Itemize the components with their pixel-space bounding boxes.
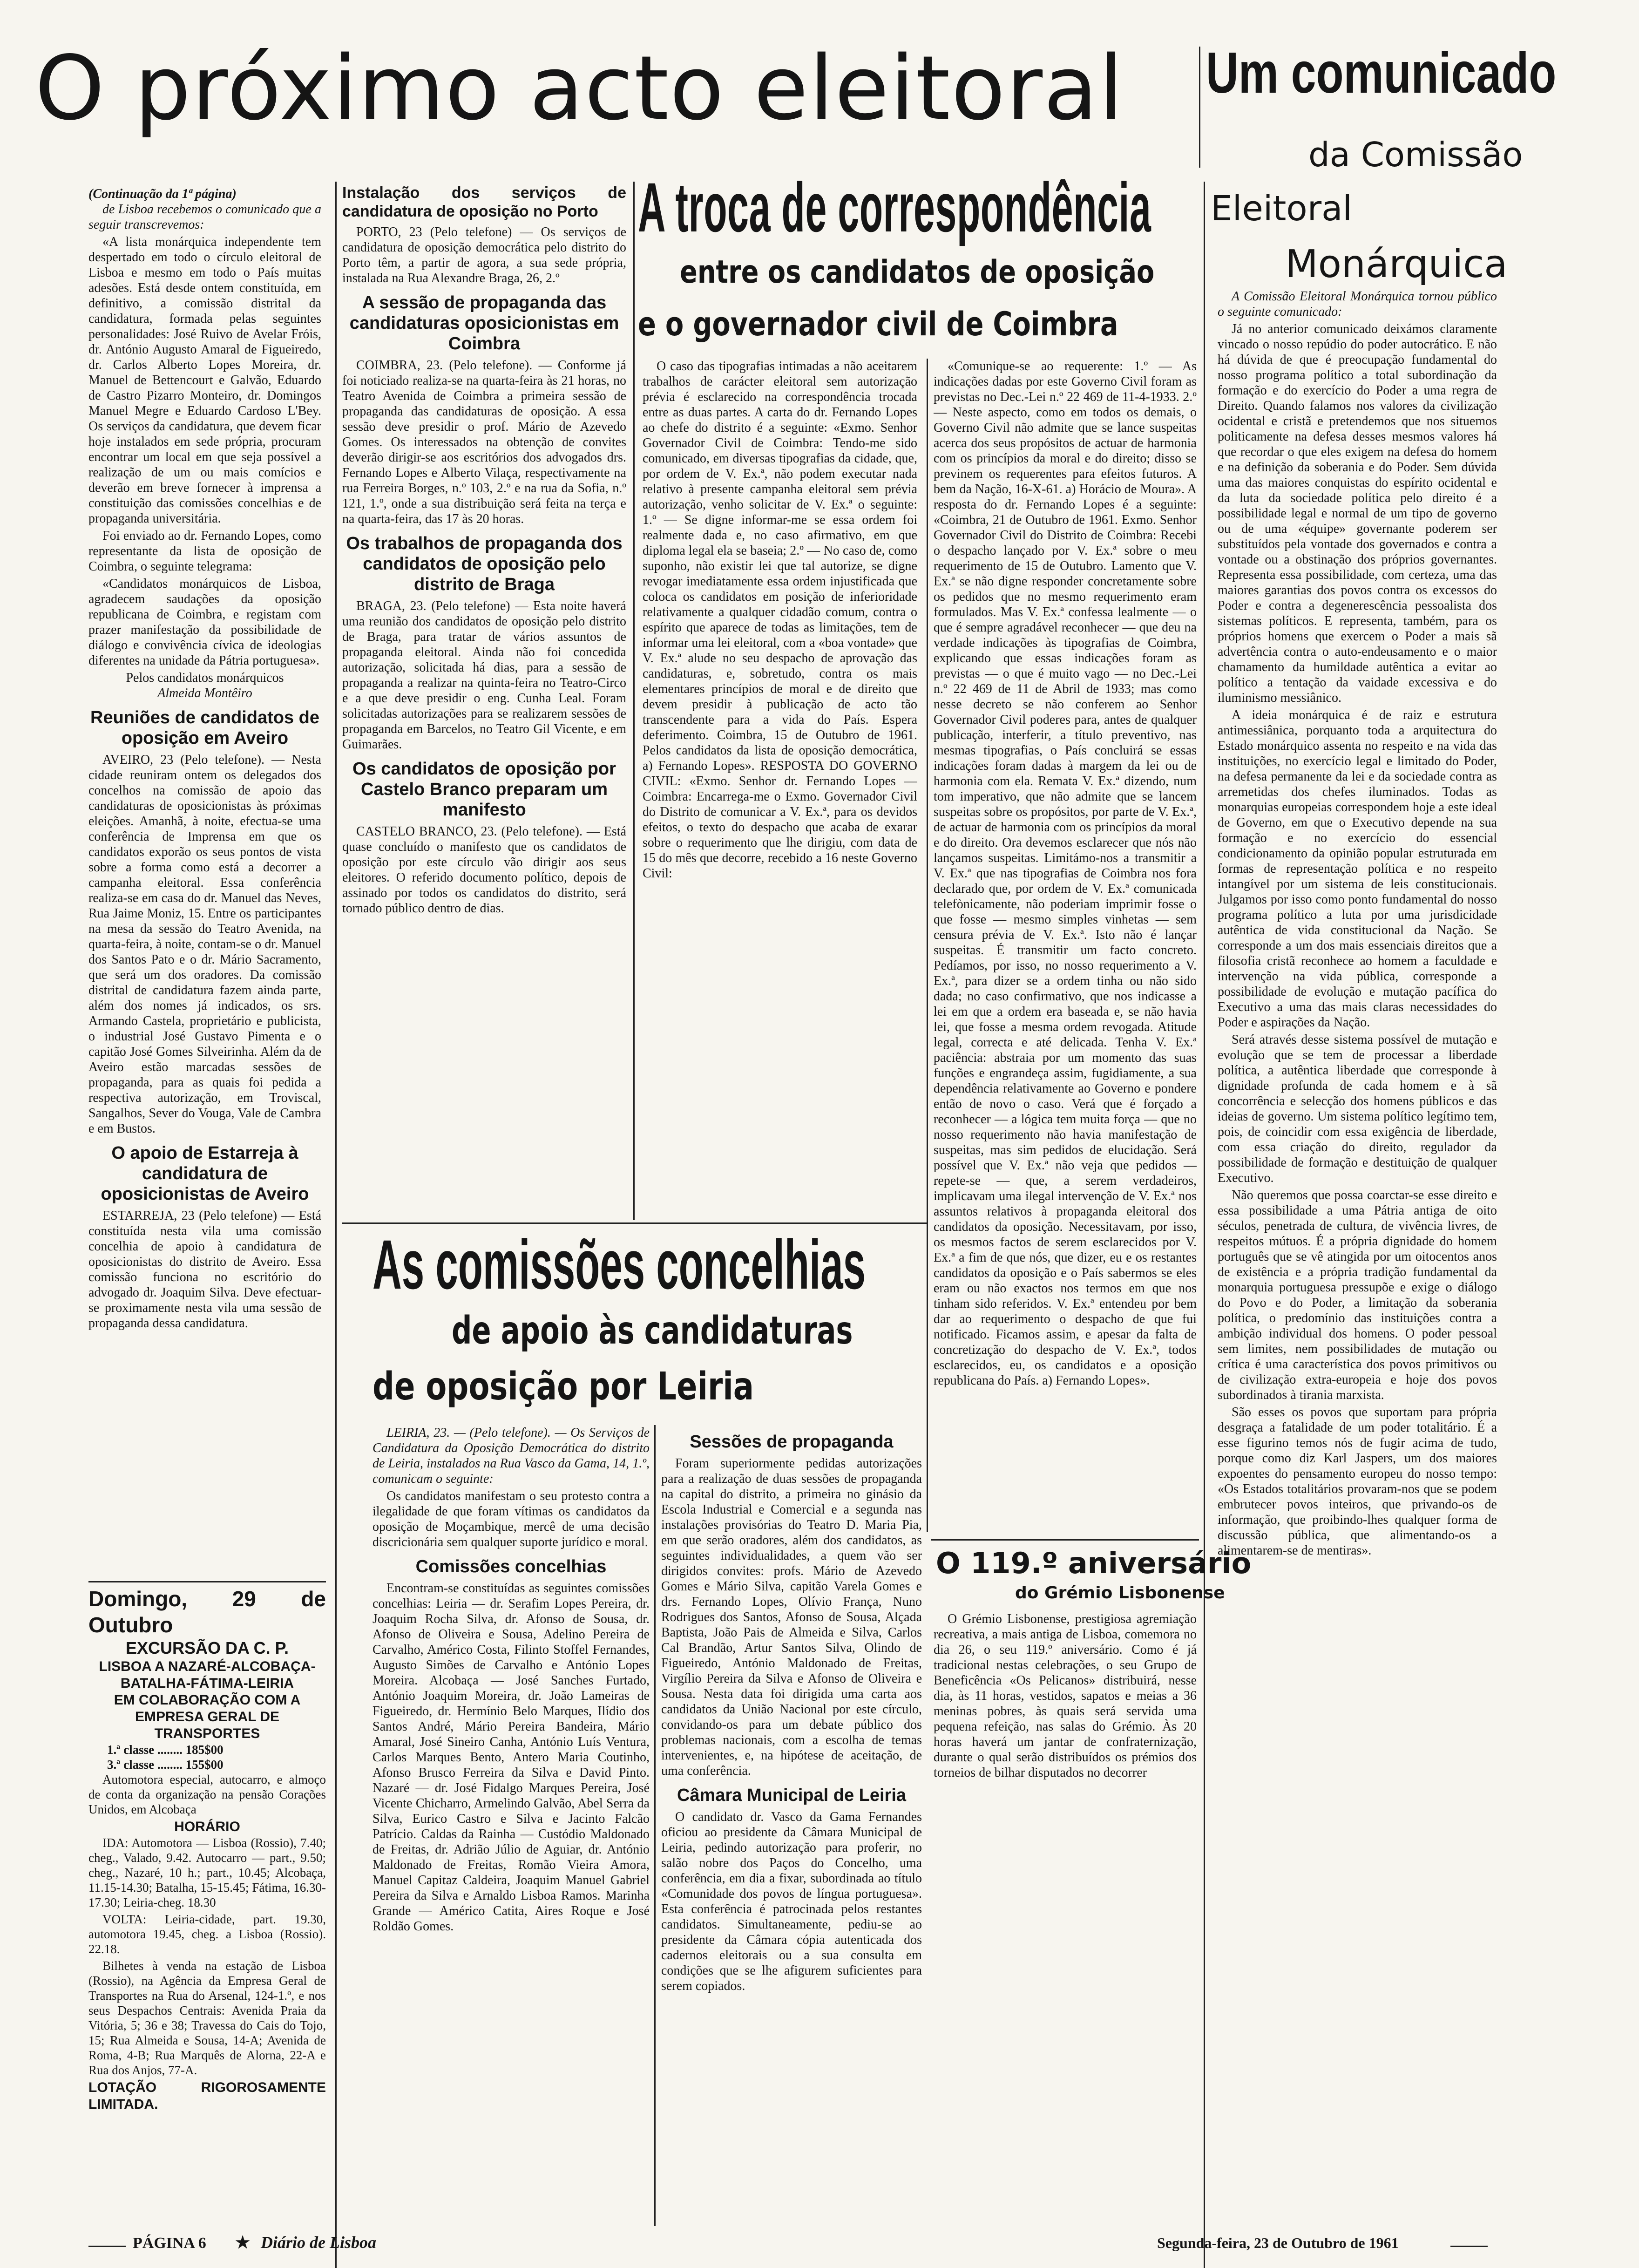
aveiro-text: AVEIRO, 23 (Pelo telefone). — Nesta cidade reuniram ontem os delegados dos concelhos na comissão de apoio das candidaturas de oposicionistas às próximas eleições. Amanhã, à noite, efectua-se uma conferência de Imprensa em que os candidatos exporão os seus pontos de vista sobre a forma como está a decorrer a campanha eleitoral. Essa conferência realiza-se em casa do dr. Manuel das Neves, Rua Jaime Moniz, 15. Entre os participantes na mesa da sessão do Teatro Avenida, na quarta-feira, à noite, contam-se o dr. Manuel dos Santos Pato e o dr. Mário Sacramento, que será um dos oradores. Da comissão distrital de candidatura fazem ainda parte, além dos nomes já indicados, os srs. Armando Castela, proprietário e publicista, o industrial José Gustavo Pimenta e o capitão José Gomes Silveirinha. Além da de Aveiro estão marcadas sessões de propaganda, para as quais foi pedida a respectiva autorização, em Troviscal, Sangalhos, Sever do Vouga, Vale de Cambra e em Bustos. bbox=[88, 753, 321, 1136]
ad-class-2: 3.ª classe ........ 155$00 bbox=[107, 1758, 224, 1772]
leiria-headline-line3: de oposição por Leiria bbox=[372, 1365, 754, 1409]
ad-limited: LOTAÇÃO RIGOROSAMENTE LIMITADA. bbox=[88, 2080, 326, 2112]
column-divider-3 bbox=[927, 359, 928, 1532]
castelo-branco-text: CASTELO BRANCO, 23. (Pelo telefone). — Está quase concluído o manifesto que os candidatos de oposição por este círculo vão dirigir aos seus eleitores. O referido documento político, depois de assinado por todos os candidatos do distrito, será tornado público dentro de dias. bbox=[342, 824, 626, 916]
ad-collab: EM COLABORAÇÃO COM A EMPRESA GERAL DE TRANSPORTES bbox=[114, 1692, 301, 1741]
monarchic-intro: de Lisboa recebemos o comunicado que a seguir transcrevemos: bbox=[88, 202, 321, 232]
coimbra-text: COIMBRA, 23. (Pelo telefone). — Conforme já foi noticiado realiza-se na quarta-feira às 21 horas, no Teatro Avenida de Coimbra a primeira sessão de propaganda das candidaturas de oposição. A essa sessão deve presidir o prof. Mário de Azevedo Gomes. Os interessados na obtenção de convites deverão dirigir-se aos escritórios dos advogados drs. Fernando Lopes e Alberto Vilaça, respectivamente na rua Ferreira Borges, n.º 103, 2.º e na rua da Sofia, n.º 121, 1.º, onde a sua distribuição será feita na terça e na quarta-feira, das 17 às 20 horas. bbox=[342, 358, 626, 526]
signature-name: Almeida Montêiro bbox=[157, 686, 252, 700]
communique-text-4: Não queremos que possa coarctar-se esse direito e essa possibilidade a uma Pátria antiga de oito séculos, penetrada de cultura, de vivência livres, de respeitos mútuos. É a própria dignidade do homem português que se vê atingida por um oitocentos anos de existência e a própria tradição fundamental da monarquia portuguesa pressupõe e exige o diálogo do Povo e do Poder, a limitação da soberania política, o predomínio das instituições contra a ambição individual dos homens. O poder pessoal sem limites, nem possibilidades de mutação ou crítica é uma característica dos povos primitivos ou de civilização extra-europeia e hoje dos povos subordinados à tirania marxista. bbox=[1218, 1188, 1497, 1402]
leiria-top-rule bbox=[342, 1222, 927, 1224]
ad-date: Domingo, 29 de Outubro bbox=[88, 1587, 326, 1637]
side-headline-line4: Monárquica bbox=[1285, 242, 1508, 286]
monarchic-text: «A lista monárquica independente tem despertado em todo o círculo eleitoral de Lisboa e mesmo em todo o País muitas adesões. Está desde ontem constituída, em definitivo, a comissão distrital da candidatura, formada pelas seguintes personalidades: José Ruivo de Avelar Fróis, dr. António Augusto Amaral de Figueiredo, dr. Carlos Alberto Lopes Moreira, dr. Manuel de Bettencourt e Galvão, Eduardo de Castro Pizarro Monteiro, dr. Domingos Manuel Megre e Eduardo Cardoso L'Bey. Os serviços da candidatura, que devem ficar hoje instalados em sede própria, procuram encontrar um local em que seja possível a realização de um ou mais comícios e deverão em breve fornecer à imprensa a constituição das comissões concelhias e de propaganda universitária. bbox=[88, 235, 321, 526]
braga-text: BRAGA, 23. (Pelo telefone) — Esta noite haverá uma reunião dos candidatos de oposição pelo distrito de Braga, para tratar de vários assuntos de propaganda eleitoral. Ainda não foi concedida autorização, solicitada há dias, para a sessão de propaganda a realizar na quinta-feira no Teatro-Circo e a que deve presidir o eng. Cunha Leal. Foram solicitadas autorizações para se realizarem sessões de propaganda em Barcelos, no Teatro Gil Vicente, e em Guimarães. bbox=[342, 599, 626, 752]
footer-left-dash bbox=[88, 2246, 126, 2247]
gremio-text: O Grémio Lisbonense, prestigiosa agremiação recreativa, a mais antiga de Lisboa, comemora no dia 26, o seu 119.º aniversário. Como é já tradicional nestas celebrações, o seu Grupo de Beneficência «Os Pelicanos» distribuirá, nesse dia, às 11 horas, vestidos, sapatos e meias a 36 meninas pobres, às quais será servida uma pequena refeição, nas salas do Grémio. Às 20 horas haverá um jantar de confraternização, durante o qual serão distribuídos os prémios dos torneios de bilhar disputados no decorrer bbox=[934, 1612, 1197, 1780]
signature-line: Pelos candidatos monárquicos bbox=[126, 671, 284, 685]
side-headline-line3: Eleitoral bbox=[1211, 189, 1353, 229]
center-headline-line1: A troca de correspondência bbox=[638, 168, 1151, 246]
coimbra-heading: A sessão de propaganda das candidaturas oposicionistas em Coimbra bbox=[349, 293, 619, 353]
aveiro-heading: Reuniões de candidatos de oposição em Aveiro bbox=[90, 708, 319, 748]
column-1 bbox=[88, 186, 321, 1583]
column-2 bbox=[342, 182, 626, 1220]
comissoes-heading: Comissões concelhias bbox=[415, 1557, 607, 1576]
main-headline: O próximo acto eleitoral bbox=[35, 37, 1124, 140]
sessoes-heading: Sessões de propaganda bbox=[690, 1432, 894, 1452]
porto-heading: Instalação dos serviços de candidatura de oposição no Porto bbox=[342, 184, 626, 220]
communique-text-3: Será através desse sistema possível de mutação e evolução que se tem de processar a liberdade política, a autêntica liberdade que corresponde à dignidade profunda de cada homem e à sã concorrência e selecção dos homens públicos e das ideias de governo. Um sistema político legítimo tem, pois, de coincidir com essa exigência de liberdade, com essa criação do direito, regulador da possibilidade de formação e destituição de qualquer Executivo. bbox=[1218, 1032, 1497, 1185]
communique-intro: A Comissão Eleitoral Monárquica tornou público o seguinte comunicado: bbox=[1218, 289, 1497, 319]
column-6 bbox=[1218, 289, 1497, 2226]
ad-tickets: Bilhetes à venda na estação de Lisboa (Rossio), na Agência da Empresa Geral de Transportes na Rua do Arsenal, 124-1.º, e nos seus Despachos Centrais: Avenida Praia da Vitória, 5; 36 e 38; Travessa do Cais do Tojo, 15; Rua Almeida e Sousa, 14-A; Avenida de Roma, 4-B; Rua Marquês de Alorna, 22-A e Rua dos Anjos, 77-A. bbox=[88, 1959, 326, 2077]
estarreja-heading: O apoio de Estarreja à candidatura de oposicionistas de Aveiro bbox=[101, 1143, 309, 1204]
side-headline-line2: da Comissão bbox=[1308, 135, 1523, 174]
footer-right-dash bbox=[1450, 2246, 1488, 2247]
leiria-column-a bbox=[372, 1425, 650, 2226]
ad-schedule-title: HORÁRIO bbox=[174, 1819, 240, 1834]
sessoes-text: Foram superiormente pedidas autorizações para a realização de duas sessões de propaganda na capital do distrito, a primeira no ginásio da Escola Industrial e Comercial e a segunda nas instalações provisórias do Teatro D. Maria Pia, em que serão oradores, além dos candidatos, as seguintes individualidades, a quem vão ser dirigidos convites: profs. Mário de Azevedo Gomes e Mário Silva, capitão Varela Gomes e drs. Fernando Lopes, Olívio França, Nuno Rodrigues dos Santos, Afonso de Sousa, Alçada Baptista, João Pais de Almeida e Silva, Carlos Cal Brandão, Artur Santos Silva, Olindo de Figueiredo, António Maldonado de Freitas, Virgílio Pereira da Silva e Afonso de Oliveira e Sousa. Nesta data foi dirigida uma carta aos candidatos da União Nacional por este círculo, convidando-os para um debate público dos problemas nacionais, com a escolha de temas intervenientes, e, na hipótese de aceitação, de uma conferência. bbox=[661, 1456, 922, 1778]
continuation-note: (Continuação da 1ª página) bbox=[88, 187, 237, 201]
ad-ida: IDA: Automotora — Lisboa (Rossio), 7.40; cheg., Valado, 9.42. Autocarro — part., 9.50; cheg., Nazaré, 10 h.; part., 10.45; Alcobaça, 11.15-14.30; Batalha, 15-15.45; Fátima, 16.30-17.30; Leiria-cheg. 18.30 bbox=[88, 1836, 326, 1909]
comissoes-text: Encontram-se constituídas as seguintes comissões concelhias: Leiria — dr. Serafim Lopes Pereira, dr. Joaquim Rocha Silva, dr. Afonso de Sousa, dr. Afonso de Oliveira e Sousa, Adelino Pereira de Carvalho, Américo Costa, Filinto Stoffel Fernandes, Augusto Simões de Carvalho e António Lopes Moreira. Alcobaça — José Sanches Furtado, António Joaquim Moreira, dr. João Lameiras de Figueiredo, dr. Hermínio Belo Marques, Ilídio dos Santos André, Mário Pereira Bandeira, Mário Amaral, José Sineiro Canha, António Luís Ventura, Carlos Marques Bento, Antero Maria Coutinho, Afonso Brusco Ferreira da Silva e David Pinto. Nazaré — dr. José Fidalgo Marques Pereira, José Vicente Chicharro, Armelindo Galvão, Abel Serra da Silva, Eurico Castro e Silva e Jacinto Falcão Patrício. Caldas da Rainha — Custódio Maldonado de Freitas, dr. Adrião Júlio de Aguiar, dr. António Maldonado de Freitas, Romão Vieira Amora, Manuel Capitaz Caldeira, Joaquim Manuel Gabriel Pereira da Silva e Arnaldo Lisboa Ramos. Marinha Grande — Américo Catita, Aires Roque e José Roldão Gomes. bbox=[372, 1581, 650, 1934]
ad-title: EXCURSÃO DA C. P. bbox=[125, 1638, 289, 1657]
gremio-top-rule bbox=[931, 1539, 1199, 1541]
column-divider-4 bbox=[1204, 182, 1205, 2268]
ad-route: LISBOA A NAZARÉ-ALCOBAÇA-BATALHA-FÁTIMA-LEIRIA bbox=[99, 1659, 316, 1691]
monarchic-telegram: «Candidatos monárquicos de Lisboa, agradecem saudações da oposição republicana de Coimbra, e registam com prazer manifestação da possibilidade de diálogo e convivência cívica de ideologias diferentes na unidade da Pátria portuguesa». bbox=[88, 577, 321, 668]
leiria-lede: LEIRIA, 23. — (Pelo telefone). — Os Serviços de Candidatura da Oposição Democrática do distrito de Leiria, instalados na Rua Vasco da Gama, 14, 1.º, comunicam o seguinte: bbox=[372, 1426, 650, 1486]
porto-text: PORTO, 23 (Pelo telefone) — Os serviços de candidatura de oposição democrática pelo distrito do Porto têm, a partir de agora, a sua sede própria, instalada na Rua Alexandre Braga, 26, 2.º bbox=[342, 225, 626, 285]
column-3 bbox=[643, 359, 917, 1220]
leiria-headline-line2: de apoio às candidaturas bbox=[452, 1309, 853, 1353]
ad-top-rule bbox=[88, 1581, 326, 1582]
column-divider-2 bbox=[633, 182, 635, 1220]
monarchic-text-2: Foi enviado ao dr. Fernando Lopes, como representante da lista de oposição de Coimbra, o seguinte telegrama: bbox=[88, 529, 321, 574]
communique-text-5: São esses os povos que suportam para própria desgraça a fatalidade de um poder totalitário. É a esse figurino temos nós de fugir acima de tudo, porque como diz Karl Jaspers, um dos maiores expoentes do pensamento europeu do nosso tempo: «Os Estados totalitários provaram-nos que se podem embrutecer povos inteiros, que privando-os de informação, que proibindo-lhes qualquer forma de discussão pública, que alimentando-os a alimentarem-se de mentiras». bbox=[1218, 1405, 1497, 1558]
footer-star: ★ bbox=[235, 2233, 251, 2252]
footer-page: PÁGINA 6 bbox=[133, 2234, 206, 2252]
leiria-headline-line1: As comissões concelhias bbox=[372, 1225, 866, 1304]
leiria-divider bbox=[654, 1425, 656, 2226]
side-divider bbox=[1199, 47, 1200, 168]
excursion-ad bbox=[88, 1586, 326, 2228]
side-headline-line1: Um comunicado bbox=[1206, 41, 1557, 105]
column-divider-1 bbox=[335, 182, 337, 2268]
gremio-article bbox=[934, 1611, 1197, 2226]
estarreja-text: ESTARREJA, 23 (Pelo telefone) — Está constituída nesta vila uma comissão concelhia de apoio à candidatura de oposicionistas do distrito de Aveiro. Essa comissão funciona no escritório do advogado dr. Joaquim Silva. Deve efectuar-se proximamente nesta vila uma sessão de propaganda dessa candidatura. bbox=[88, 1209, 321, 1331]
leiria-protest: Os candidatos manifestam o seu protesto contra a ilegalidade de que foram vítimas os candidatos da oposição de Moçambique, mercê de uma decisão discricionária sem qualquer suporte jurídico e moral. bbox=[372, 1489, 650, 1549]
footer-paper-name: Diário de Lisboa bbox=[261, 2233, 376, 2252]
column-4 bbox=[934, 359, 1197, 1532]
communique-text-2: A ideia monárquica é de raiz e estrutura antimessiânica, porquanto toda a arquitectura do Estado monárquico assenta no respeito e na vida das instituições, no exercício legal e limitado do Poder, na defesa permanente da lei e da sociedade contra as arremetidas dos chefes iluminados. Todas as monarquias europeias correspondem hoje a este ideal de Governo, em que o Executivo depende na sua formação e no exercício do essencial condicionamento da opinião popular estruturada em formas de representação política e no respeito intangível por um sistema de leis constitucionais. Julgamos por isso como ponto fundamental do nosso programa político a luta por uma jurisdicidade autêntica de vida constitucional da Nação. Se corresponde a um dos mais essenciais direitos que a filosofia cristã reconhece ao homem a faculdade e intervenção na vida pública, corresponde a possibilidade de evolução e mutação pacífica do Executivo a uma das mais claras necessidades do Poder e aspirações da Nação. bbox=[1218, 708, 1497, 1030]
ad-description: Automotora especial, autocarro, e almoço de conta da organização na pensão Corações Unidos, em Alcobaça bbox=[88, 1772, 326, 1816]
camara-text: O candidato dr. Vasco da Gama Fernandes oficiou ao presidente da Câmara Municipal de Leiria, pedindo autorização para proferir, no salão nobre dos Paços do Concelho, uma conferência, em dia a fixar, subordinada ao título «Comunidade dos povos de língua portuguesa». Esta conferência é patrocinada pelos restantes candidatos. Simultaneamente, pediu-se ao presidente da Câmara cópia autenticada dos cadernos eleitorais ou a sua consulta em condições que se lhe afigurem suficientes para serem copiados. bbox=[661, 1810, 922, 1993]
gremio-heading-2: do Grémio Lisbonense bbox=[1015, 1583, 1225, 1603]
leiria-column-b bbox=[661, 1425, 922, 2226]
braga-heading: Os trabalhos de propaganda dos candidatos de oposição pelo distrito de Braga bbox=[346, 534, 623, 594]
governor-reply-text: «Comunique-se ao requerente: 1.º — As indicações dadas por este Governo Civil foram as previstas no Dec.-Lei n.º 22 469 de 11-4-1933. 2.º — Neste aspecto, como em todos os demais, o Governo Civil não admite que se lance suspeitas acerca dos seus propósitos de actuar de harmonia com os princípios da moral e do direito; disso se previnem os requerentes para efeitos futuros. A bem da Nação, 16-X-61. a) Horácio de Moura». A resposta do dr. Fernando Lopes é a seguinte: «Coimbra, 21 de Outubro de 1961. Exmo. Senhor Governador Civil do Distrito de Coimbra: Recebi o despacho lançado por V. Ex.ª sobre o meu requerimento de 15 de Outubro. Lamento que V. Ex.ª se não digne responder concretamente sobre os pedidos que no mesmo requerimento eram formulados. Mas V. Ex.ª confessa lealmente — o que é sempre agradável reconhecer — que deu na verdade indicações às tipografias de Coimbra, explicando que essas indicações foram as previstas — o que é muito vago — no Dec.-Lei n.º 22 469 de 11 de Abril de 1933; mas como nesse decreto se não conferem ao Senhor Governador Civil poderes para, antes de qualquer publicação, interferir, a título preventivo, nas mesmas tipografias, o País concluirá se essas indicações foram dadas à margem da lei ou de harmonia com ela. Remata V. Ex.ª dizendo, num tom imperativo, que não admite que se lancem suspeitas sobre os propósitos, por parte de V. Ex.ª, de actuar de harmonia com os princípios da moral e do direito. Ora devemos esclarecer que nós não lançamos suspeitas. Limitámo-nos a transmitir a V. Ex.ª que nas tipografias de Coimbra nos fora declarado que, por ordem de V. Ex.ª comunicada telefònicamente, não poderiam imprimir fosse o que fosse — mesmo simples vinhetas — sem censura prévia de V. Ex.ª. Isto não é lançar suspeitas. É transmitir um facto concreto. Pedíamos, por isso, no nosso requerimento a V. Ex.ª, para dizer se a ordem tinha ou não sido dada; no caso confirmativo, que nos indicasse a lei em que a ordem era baseada e, se não havia lei, que fosse a mesma ordem revogada. Atitude legal, correcta e até delicada. Tenha V. Ex.ª paciência: abstraia por um momento das suas funções e engrandeça assim, fugidiamente, a sua dependência relativamente ao Governo e pondere então de novo o caso. Verá que é forçado a reconhecer — a lógica tem muita força — que no nosso requerimento não havia manifestação de suspeitas, mas sim pedidos de elucidação. Será possível que V. Ex.ª não veja que pedidos — repete-se — que, a serem verdadeiros, implicavam uma ilegal intervenção de V. Ex.ª nos assuntos relativos à propaganda eleitoral dos candidatos da oposição. Necessitavam, por isso, os mesmos factos de serem esclarecidos por V. Ex.ª a fim de que nós, que dizer, eu e os restantes candidatos da oposição e o País sabermos se eles eram ou não exactos nos termos em que nos tinham sido referidos. V. Ex.ª entendeu por bem dar ao requerimento o despacho de que fui notificado. Ficamos assim, e apesar da falta de concretização do despacho de V. Ex.ª, todos esclarecidos, eu, os candidatos e a oposição republicana do País. a) Fernando Lopes». bbox=[934, 359, 1197, 1388]
camara-heading: Câmara Municipal de Leiria bbox=[677, 1786, 907, 1805]
ad-volta: VOLTA: Leiria-cidade, part. 19.30, automotora 19.45, cheg. a Lisboa (Rossio). 22.18. bbox=[88, 1912, 326, 1956]
center-headline-line2: entre os candidatos de oposição bbox=[680, 254, 1155, 291]
ad-class-1: 1.ª classe ........ 185$00 bbox=[107, 1743, 224, 1757]
gremio-heading-1: O 119.º aniversário bbox=[936, 1546, 1252, 1580]
communique-text-1: Já no anterior comunicado deixámos claramente vincado o nosso repúdio do poder autocrático. E não há dúvida de que é preocupação fundamental do nosso programa político a total subordinação da formação e do exercício do Poder a uma regra de Direito. Quando falamos nos valores da civilização ocidental e cristã e pretendemos que nos situemos politicamente na defesa desses mesmos valores há que recordar o que eles exigem na defesa do homem e na definição da soberania e do Poder. Sem dúvida uma das maiores conquistas do espírito ocidental e da luta da sociedade política pelo direito é a possibilidade legal e normal de um tipo de governo ou de uma «équipe» governante poderem ser substituídos pela vontade dos governados e contra a vontade ou a obstinação dos próprios governantes. Representa essa possibilidade, com certeza, uma das maiores garantias dos povos contra os excessos do Poder e contra a degenerescência pessoalista dos sistemas políticos. E representa, também, para os próprios homens que exercem o Poder a mais sã advertência contra o auto-endeusamento e o maior chamamento da humildade autêntica a evitar ao político a tentação da vaidade excessiva e do iluminismo messiânico. bbox=[1218, 322, 1497, 705]
center-headline-line3: e o governador civil de Coimbra bbox=[638, 305, 1118, 343]
footer-date: Segunda-feira, 23 de Outubro de 1961 bbox=[1157, 2234, 1399, 2251]
coimbra-correspondence-text: O caso das tipografias intimadas a não aceitarem trabalhos de carácter eleitoral sem autorização prévia é esclarecido na correspondência trocada entre as duas partes. A carta do dr. Fernando Lopes ao chefe do distrito é a seguinte: «Exmo. Senhor Governador Civil de Coimbra: Tendo-me sido comunicado, em diversas tipografias da cidade, que, por ordem de V. Ex.ª, não podem executar nada relativo à presente campanha eleitoral sem prévia autorização, venho solicitar de V. Ex.ª o seguinte: 1.º — Se digne informar-me se essa ordem foi realmente dada e, no caso afirmativo, em que diploma legal ela se baseia; 2.º — No caso de, como suponho, não existir lei que tal autorize, se digne revogar imediatamente essa ordem injustificada que coloca os candidatos em posição de inferioridade relativamente a qualquer cidadão comum, contra o espírito que aparece de todas as limitações, tem de informar uma lei eleitoral, com a «boa vontade» que V. Ex.ª alude no seu despacho de aprovação das candidaturas, e, sobretudo, contra os mais elementares princípios de moral e de direito que devem presidir à publicação de acto tão transcendente para a vida do País. Espera deferimento. Coimbra, 15 de Outubro de 1961. Pelos candidatos da lista de oposição democrática, a) Fernando Lopes». RESPOSTA DO GOVERNO CIVIL: «Exmo. Senhor dr. Fernando Lopes — Coimbra: Encarrega-me o Exmo. Governador Civil do Distrito de comunicar a V. Ex.ª, para os devidos efeitos, o texto do despacho que acaba de exarar sobre o requerimento que lhe dirigiu, com data de 15 do mês que decorre, recebido a 16 neste Governo Civil: bbox=[643, 359, 917, 881]
castelo-branco-heading: Os candidatos de oposição por Castelo Branco preparam um manifesto bbox=[352, 759, 616, 820]
